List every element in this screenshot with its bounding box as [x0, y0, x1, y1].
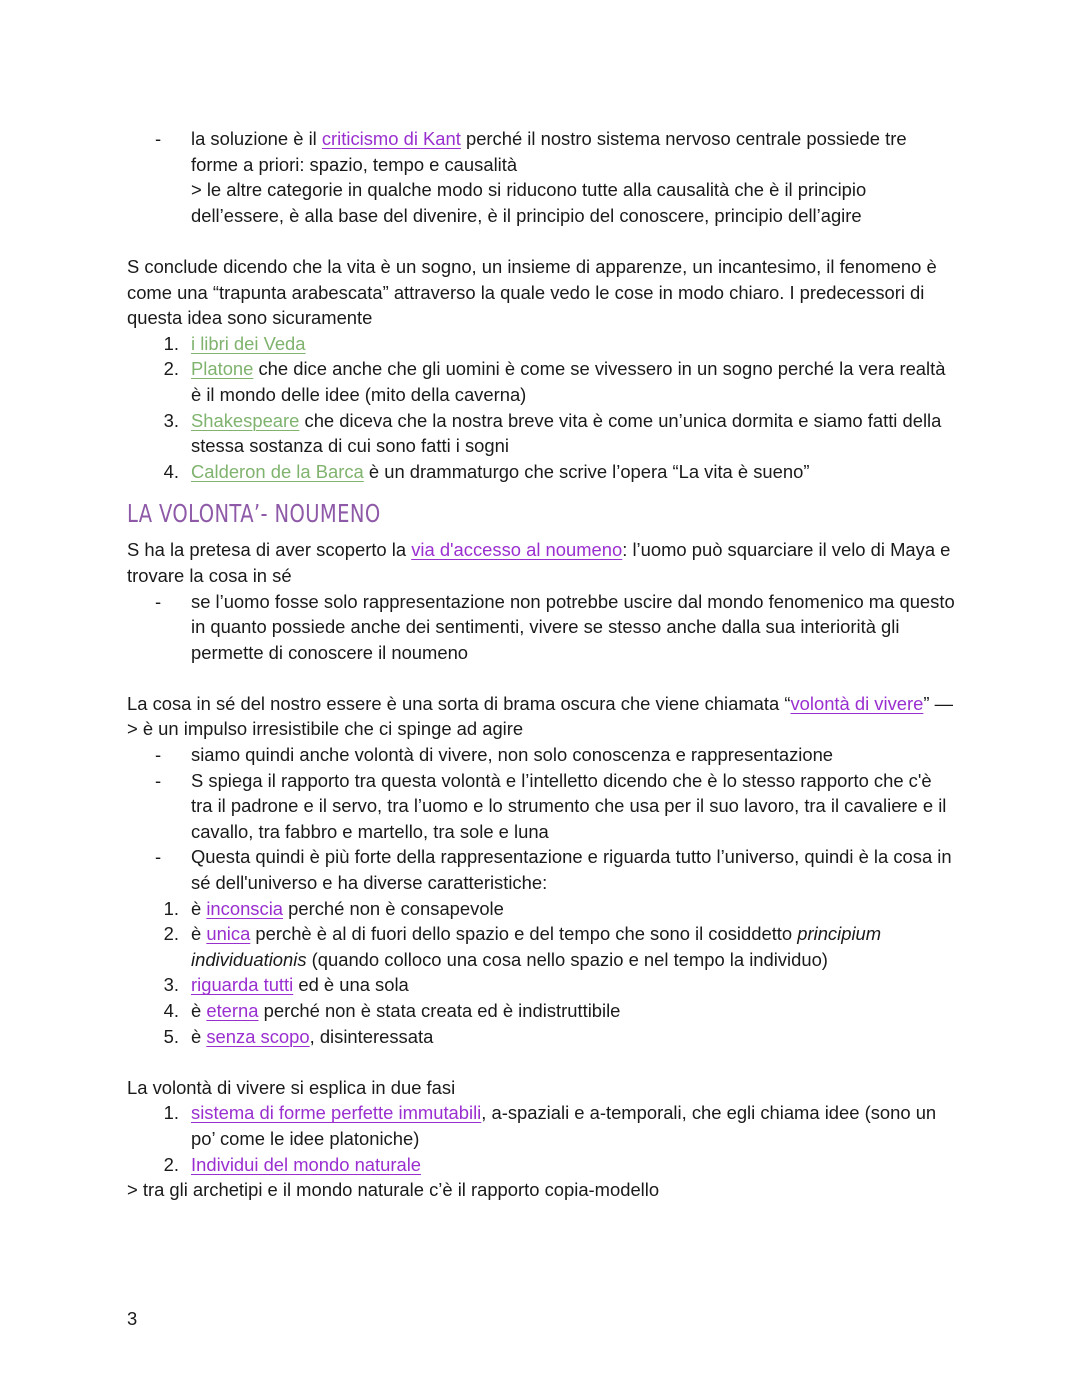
- link-senza-scopo[interactable]: senza scopo: [206, 1025, 310, 1047]
- list-item: 4. è eterna perché non è stata creata ed è indistruttibile: [163, 1000, 621, 1021]
- italic-term: principium individuationis: [191, 923, 882, 970]
- list-item: 3. riguarda tutti ed è una sola: [163, 974, 409, 996]
- list-item: 2. Platone che dice anche che gli uomini è come se vivessero in un sogno perché la vera realtà è il mondo delle idee (mito della caverna): [163, 358, 946, 405]
- bullet-dash: -: [155, 590, 162, 612]
- link-calderon[interactable]: Calderon de la Barca: [191, 460, 364, 482]
- list-item: 2. Individui del mondo naturale: [163, 1153, 422, 1175]
- list-item: 3. Shakespeare che diceva che la nostra breve vita è come un’unica dormita e siamo fatti della stessa sostanza di cui sono fatti i sogni: [163, 409, 942, 457]
- paragraph-volonta: La cosa in sé del nostro essere è una sorta di brama oscura che viene chiamata “volontà di vivere” —> è un impulso irresistibile che ci spinge ad agire: [127, 692, 953, 740]
- bullet-item: - S spiega il rapporto tra questa volontà e l’intelletto dicendo che è lo stesso rapporto che c'è tra il padrone e il servo, tra l’uomo e lo strumento che usa per il suo lavoro, tra il cavaliere e il cavallo, tra fabbro e martello, tra sole e luna: [155, 769, 947, 842]
- bullet-text: la soluzione è il criticismo di Kant perché il nostro sistema nervoso centrale possiede tre forme a priori: spazio, tempo e causalità: [191, 128, 907, 175]
- page-number: 3: [127, 1308, 138, 1329]
- list-item: 1. è inconscia perché non è consapevole: [163, 897, 504, 919]
- list-item: 1. sistema di forme perfette immutabili, a-spaziali e a-temporali, che egli chiama idee (sono un po’ come le idee platoniche): [163, 1102, 937, 1149]
- bullet-subnote: > le altre categorie in qualche modo si riducono tutte alla causalità che è il principio dell’essere, è alla base del divenire, è il principio del conoscere, principio dell’agire: [191, 179, 867, 226]
- link-criticismo-kant[interactable]: criticismo di Kant: [321, 128, 461, 149]
- list-item: 4. Calderon de la Barca è un drammaturgo che scrive l’opera “La vita è sueno”: [163, 460, 810, 482]
- bullet-item: - Questa quindi è più forte della rappresentazione e riguarda tutto l’universo, quindi è la cosa in sé dell'universo e ha diverse caratteristiche:: [155, 846, 952, 894]
- link-individui-mondo-naturale[interactable]: Individui del mondo naturale: [191, 1153, 422, 1175]
- link-eterna[interactable]: eterna: [206, 1000, 259, 1021]
- link-veda[interactable]: i libri dei Veda: [191, 332, 306, 354]
- paragraph-archetipi: > tra gli archetipi e il mondo naturale c’è il rapporto copia-modello: [127, 1179, 660, 1201]
- section-heading: LA VOLONTA’- NOUMENO: [127, 499, 381, 529]
- link-inconscia[interactable]: inconscia: [206, 897, 284, 919]
- paragraph-sogno: S conclude dicendo che la vita è un sogno, un insieme di apparenze, un incantesimo, il fenomeno è come una “trapunta arabescata” attraverso la quale vedo le cose in modo chiaro. I predecessori di questa idea sono sicuramente: [127, 255, 937, 329]
- list-item: 5. è senza scopo, disinteressata: [163, 1025, 434, 1047]
- bullet-kant: [127, 126, 957, 228]
- link-via-accesso-noumeno[interactable]: via d'accesso al noumeno: [411, 539, 623, 561]
- bullet-dash: -: [155, 128, 162, 149]
- list-item: 2. è unica perchè è al di fuori dello spazio e del tempo che sono il cosiddetto principium individuationis (quando colloco una cosa nello spazio e nel tempo la individuo): [163, 923, 882, 970]
- link-platone[interactable]: Platone: [191, 358, 254, 380]
- paragraph-fasi: La volontà di vivere si esplica in due fasi: [127, 1076, 456, 1098]
- link-volonta-di-vivere[interactable]: volontà di vivere: [790, 692, 924, 714]
- paragraph-noumeno: S ha la pretesa di aver scoperto la via d'accesso al noumeno: l’uomo può squarciare il velo di Maya e trovare la cosa in sé: [127, 539, 951, 586]
- bullet-item: - siamo quindi anche volontà di vivere, non solo conoscenza e rappresentazione: [155, 744, 834, 766]
- link-riguarda-tutti[interactable]: riguarda tutti: [191, 974, 294, 996]
- bullet-item: - se l’uomo fosse solo rappresentazione non potrebbe uscire dal mondo fenomenico ma questo in quanto possiede anche dei sentimenti, vivere se stesso anche dalla sua interiorità gli permette di conoscere il noumeno: [155, 590, 955, 663]
- link-sistema-forme[interactable]: sistema di forme perfette immutabili: [191, 1102, 482, 1124]
- link-unica[interactable]: unica: [206, 923, 251, 945]
- document-page: [127, 126, 957, 1203]
- list-item: 1. i libri dei Veda: [163, 332, 306, 354]
- link-shakespeare[interactable]: Shakespeare: [191, 409, 300, 431]
